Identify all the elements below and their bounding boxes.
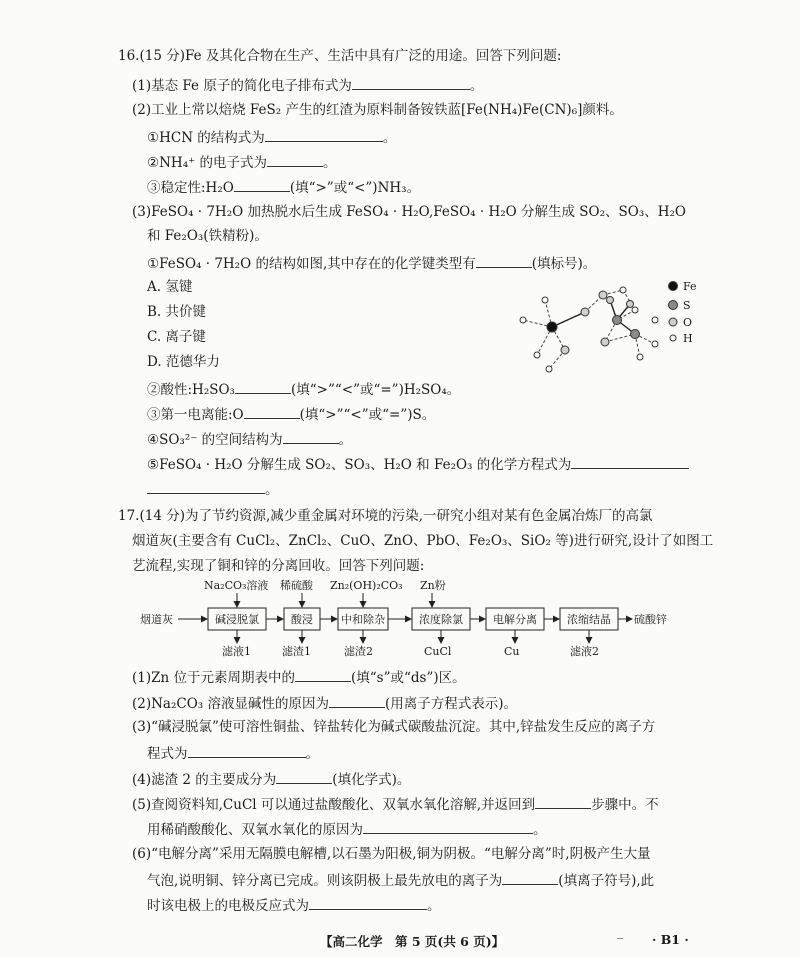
structure-legend (669, 280, 697, 345)
q16-part3-4: ④SO₃²⁻ 的空间结构为 。 (147, 432, 353, 448)
q16-part3-b: 和 Fe₂O₃(铁精粉)。 (147, 228, 268, 244)
legend-s: S (683, 299, 691, 312)
q16-heading: 16.(15 分)Fe 及其化合物在生产、生活中具有广泛的用途。回答下列问题: (118, 48, 562, 64)
page-code: · B1 · (652, 932, 689, 947)
flow-step-6: 浓缩结晶 (567, 613, 611, 626)
flow-product-5: Cu (504, 645, 520, 658)
flow-product-2: 滤渣1 (282, 645, 311, 658)
q16-part3-a: (3)FeSO₄ · 7H₂O 加热脱水后生成 FeSO₄ · H₂O,FeSO₄ · H₂O 分解生成 SO₂、SO₃、H₂O (132, 204, 687, 220)
flow-product-3: 滤渣2 (344, 645, 373, 658)
flow-product-6: 滤液2 (570, 645, 599, 658)
flow-end: 硫酸锌 (634, 613, 667, 626)
q17-part6: (6)“电解分离”采用无隔膜电解槽,以石墨为阳极,铜为阴极。“电解分离”时,阴极产生大量 (132, 846, 651, 862)
q16-part2-2: ②NH₄⁺ 的电子式为 。 (147, 155, 337, 171)
legend-o: O (683, 316, 693, 329)
q17-part3-cont: 程式为 。 (147, 746, 319, 762)
q17-heading-2: 烟道灰(主要含有 CuCl₂、ZnCl₂、CuO、ZnO、PbO、Fe₂O₃、SiO₂ 等)进行研究,设计了如图工 (132, 533, 714, 549)
flow-step-3: 中和除杂 (341, 613, 385, 626)
process-flow-chart (132, 575, 707, 665)
q16-part3-2: ②酸性:H₂SO₃ (填“>”“<”或“=”)H₂SO₄。 (147, 382, 461, 398)
flow-product-1: 滤液1 (222, 645, 251, 658)
flow-step-1: 碱浸脱氯 (215, 613, 259, 626)
q17-part5: (5)查阅资料知,CuCl 可以通过盐酸酸化、双氧水氧化溶解,并返回到 步骤中。不 (132, 797, 659, 813)
footer-dash: _ (617, 924, 624, 939)
q17-part4: (4)滤渣 2 的主要成分为 (填化学式)。 (132, 772, 411, 788)
q17-part2: (2)Na₂CO₃ 溶液显碱性的原因为 (用离子方程式表示)。 (132, 696, 518, 712)
fe-complex-structure-figure (505, 272, 705, 380)
q16-part3-5-cont: 。 (147, 480, 279, 498)
q16-part3-5: ⑤FeSO₄ · H₂O 分解生成 SO₂、SO₃、H₂O 和 Fe₂O₃ 的化学方程式为 (147, 455, 689, 473)
q16-option-d: D. 范德华力 (147, 354, 220, 370)
q17-heading-3: 艺流程,实现了铜和锌的分离回收。回答下列问题: (132, 558, 425, 574)
q17-part1: (1)Zn 位于元素周期表中的 (填“s”或“ds”)区。 (132, 670, 466, 686)
flow-reagent-4: Zn粉 (420, 579, 446, 592)
q17-heading: 17.(14 分)为了节约资源,减少重金属对环境的污染,一研究小组对某有色金属冶炼厂的高氯 (118, 508, 653, 524)
q16-part1: (1)基态 Fe 原子的简化电子排布式为 。 (132, 78, 484, 94)
q16-part2-1: ①HCN 的结构式为 。 (147, 130, 397, 146)
flow-start: 烟道灰 (140, 613, 173, 626)
page-footer: 【高二化学 第 5 页(共 6 页)】 (320, 934, 505, 949)
q16-part3-3: ③第一电离能:O (填“>”“<”或“=”)S。 (147, 407, 436, 423)
flow-step-2: 酸浸 (291, 613, 313, 626)
q17-part3: (3)“碱浸脱氯”使可溶性铜盐、锌盐转化为碱式碳酸盐沉淀。其中,锌盐发生反应的离子方 (132, 719, 656, 735)
q16-option-c: C. 离子键 (147, 329, 206, 345)
flow-step-5: 电解分离 (493, 613, 537, 626)
flow-reagent-2: 稀硫酸 (280, 579, 313, 592)
flow-product-4: CuCl (424, 645, 452, 658)
q17-part5-cont: 用稀硝酸酸化、双氧水氧化的原因为 。 (147, 822, 547, 838)
q17-part6-cont2: 时该电极上的电极反应式为 。 (147, 898, 441, 914)
q16-option-a: A. 氢键 (147, 279, 193, 295)
q17-part6-cont: 气泡,说明铜、锌分离已完成。则该阴极上最先放电的离子为 (填离子符号),此 (147, 873, 655, 889)
q16-part2: (2)工业上常以焙烧 FeS₂ 产生的红渣为原料制备铵铁蓝[Fe(NH₄)Fe(CN)₆]颜料。 (132, 102, 623, 118)
flow-reagent-3: Zn₂(OH)₂CO₃ (330, 579, 403, 592)
flow-reagent-1: Na₂CO₃溶液 (204, 579, 269, 592)
flow-step-4: 浓度除氯 (419, 613, 463, 626)
fe-atom-icon (547, 322, 557, 332)
q16-part2-3: ③稳定性:H₂O (填“>”或“<”)NH₃。 (147, 180, 421, 196)
legend-fe: Fe (683, 280, 697, 293)
legend-h: H (683, 332, 693, 345)
q16-option-b: B. 共价键 (147, 304, 207, 320)
q16-part3-1: ①FeSO₄ · 7H₂O 的结构如图,其中存在的化学键类型有 (填标号)。 (147, 256, 597, 272)
